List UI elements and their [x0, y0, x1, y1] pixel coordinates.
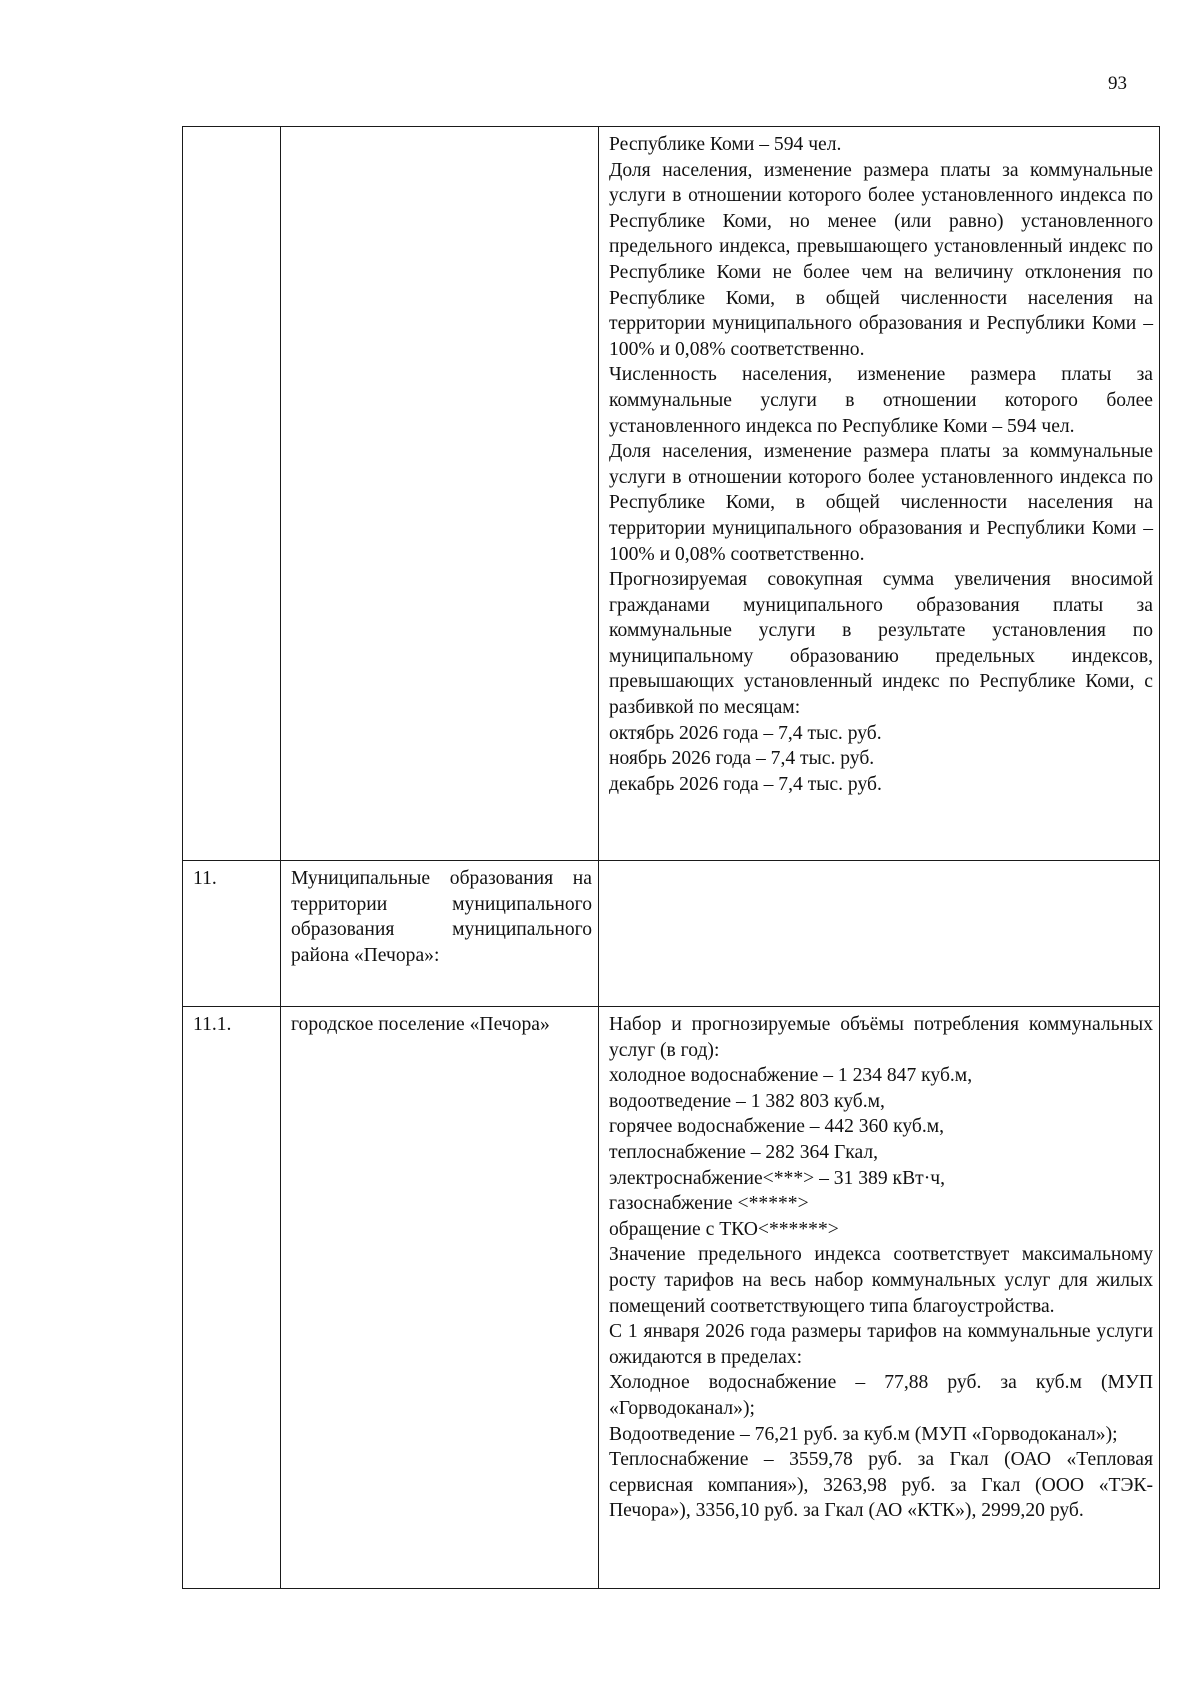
description-paragraph: декабрь 2026 года – 7,4 тыс. руб. [609, 773, 882, 795]
description-paragraph: Прогнозируемая совокупная сумма увеличения вносимой гражданами муниципального образования платы за коммунальные услуги в результате установления по муниципальному образованию предельных индексов, превышающих установленный индекс по Республике Коми, с разбивкой по месяцам: [609, 569, 1153, 719]
description-paragraph: С 1 января 2026 года размеры тарифов на коммунальные услуги ожидаются в пределах: [609, 1321, 1153, 1368]
description-paragraph: Набор и прогнозируемые объёмы потребления коммунальных услуг (в год): [609, 1014, 1153, 1061]
page-number: 93 [1108, 73, 1127, 94]
row-description-cell [599, 127, 1160, 861]
description-paragraph: холодное водоснабжение – 1 234 847 куб.м, [609, 1065, 973, 1087]
row-number-cell: 11. [183, 861, 281, 1007]
description-paragraph: обращение с ТКО<******> [609, 1218, 839, 1240]
description-paragraph: газоснабжение <*****> [609, 1193, 809, 1215]
description-paragraph: октябрь 2026 года – 7,4 тыс. руб. [609, 722, 882, 744]
description-paragraph: Значение предельного индекса соответствует максимальному росту тарифов на весь набор коммунальных услуг для жилых помещений соответствующего типа благоустройства. [609, 1244, 1153, 1317]
description-paragraph: Численность населения, изменение размера платы за коммунальные услуги в отношении которого более установленного индекса по Республике Коми – 594 чел. [609, 364, 1153, 437]
row-name-cell: городское поселение «Печора» [281, 1007, 599, 1589]
description-paragraph: ноябрь 2026 года – 7,4 тыс. руб. [609, 748, 875, 770]
row-description-cell [599, 861, 1160, 1007]
description-paragraph: Республике Коми – 594 чел. [609, 134, 842, 155]
description-paragraph: электроснабжение<***> – 31 389 кВт·ч, [609, 1167, 945, 1189]
description-paragraph: водоотведение – 1 382 803 куб.м, [609, 1090, 885, 1112]
row-number-cell: 11.1. [183, 1007, 281, 1589]
table-row [183, 1007, 1160, 1589]
table-row [183, 127, 1160, 861]
table-row [183, 861, 1160, 1007]
description-paragraph: Доля населения, изменение размера платы за коммунальные услуги в отношении которого более установленного индекса по Республике Коми, в общей численности населения на территории муниципального образования и Республики Коми – 100% и 0,08% соответственно. [609, 441, 1153, 565]
content-table [182, 126, 1160, 1589]
description-paragraph: Доля населения, изменение размера платы за коммунальные услуги в отношении которого более установленного индекса по Республике Коми, но менее (или равно) установленного предельного индекса, превышающего установленный индекс по Республике Коми не более чем на величину отклонения по Республике Коми, в общей численности населения на территории муниципального образования и Республики Коми – 100% и 0,08% соответственно. [609, 159, 1153, 360]
description-paragraph: Теплоснабжение – 3559,78 руб. за Гкал (ОАО «Тепловая сервисная компания»), 3263,98 руб. за Гкал (ООО «ТЭК-Печора»), 3356,10 руб. за Гкал (АО «КТК»), 2999,20 руб. [609, 1449, 1153, 1522]
description-paragraph: горячее водоснабжение – 442 360 куб.м, [609, 1116, 945, 1138]
description-paragraph: Холодное водоснабжение – 77,88 руб. за куб.м (МУП «Горводоканал»); [609, 1372, 1153, 1419]
description-paragraph: теплоснабжение – 282 364 Гкал, [609, 1141, 879, 1163]
description-paragraph: Водоотведение – 76,21 руб. за куб.м (МУП «Горводоканал»); [609, 1423, 1118, 1445]
row-name-cell: Муниципальные образования на территории муниципального образования муниципального района «Печора»: [281, 861, 599, 1007]
row-name-cell [281, 127, 599, 861]
row-description-cell [599, 1007, 1160, 1589]
row-number-cell [183, 127, 281, 861]
